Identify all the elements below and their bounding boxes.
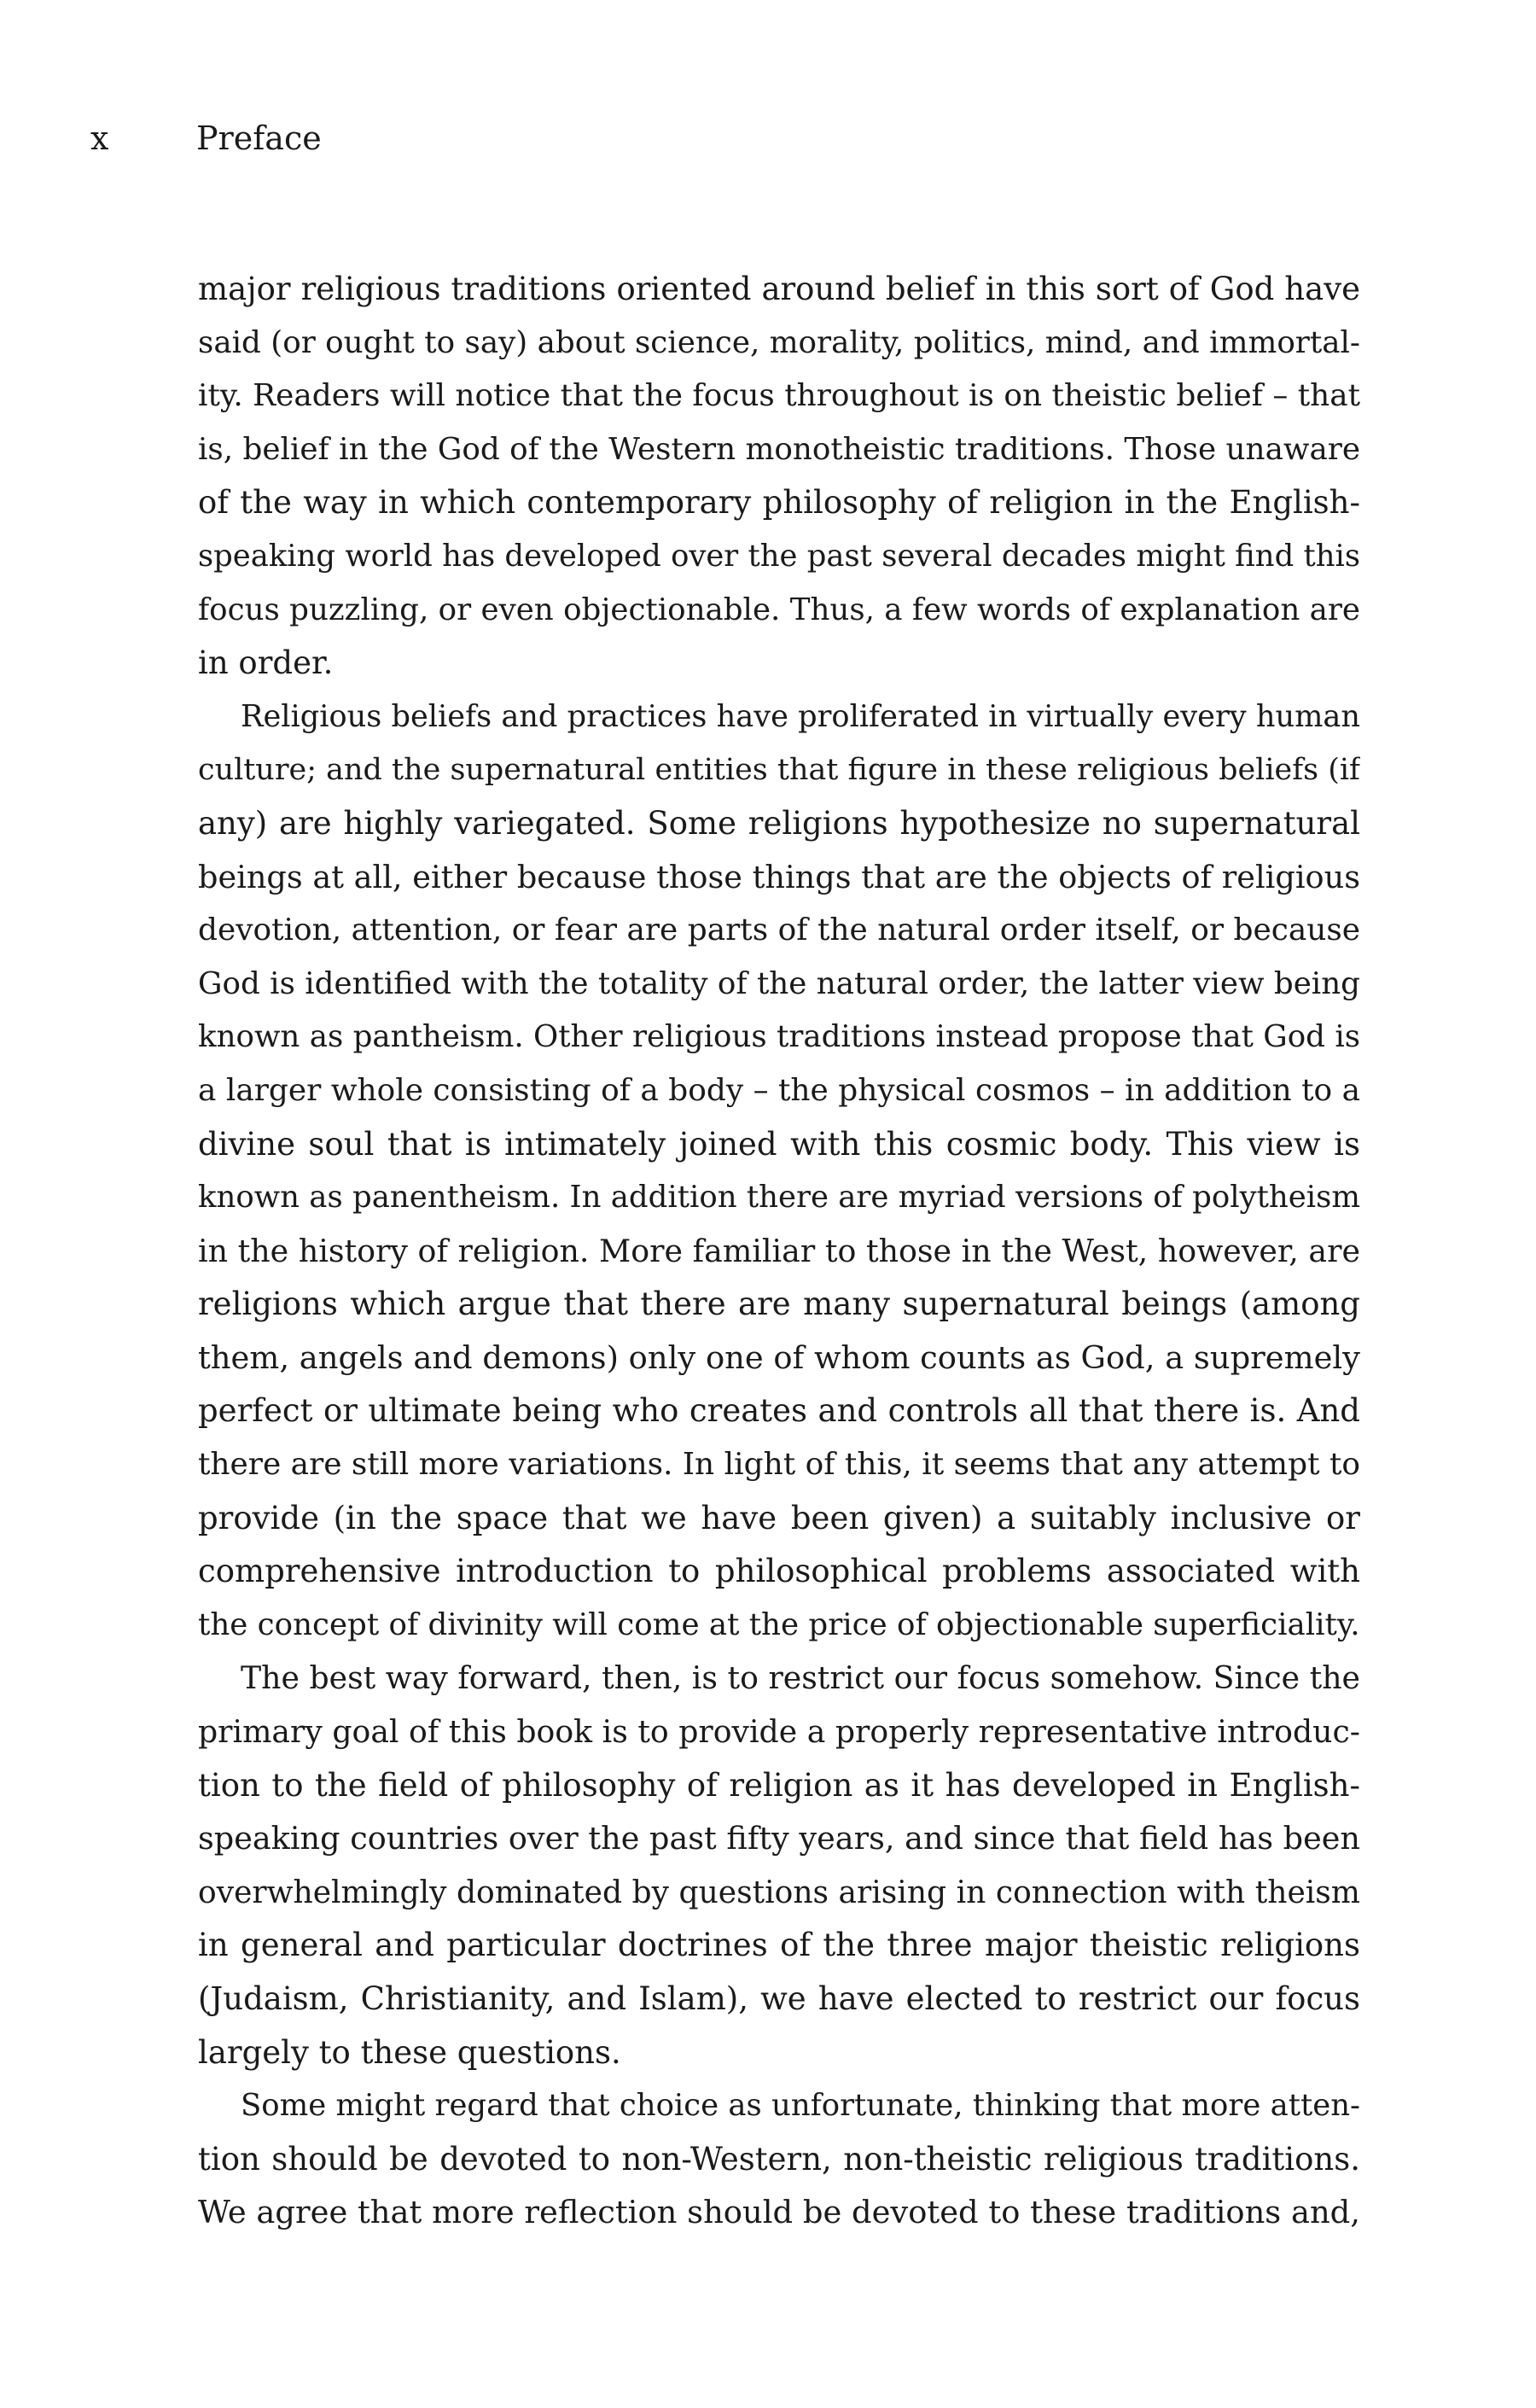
text-line: a larger whole consisting of a body – the physical cosmos – in addition to a bbox=[198, 1072, 1360, 1108]
text-line: tion to the field of philosophy of religion as it has developed in English- bbox=[198, 1766, 1360, 1804]
text-line: devotion, attention, or fear are parts of the natural order itself, or because bbox=[198, 912, 1360, 948]
text-line: tion should be devoted to non-Western, non-theistic religious traditions. bbox=[198, 2140, 1360, 2178]
text-line: overwhelmingly dominated by questions arising in connection with theism bbox=[198, 1874, 1360, 1910]
text-line: God is identified with the totality of the natural order, the latter view being bbox=[198, 965, 1360, 1001]
text-line: known as panentheism. In addition there are myriad versions of polytheism bbox=[198, 1180, 1360, 1216]
text-line: provide (in the space that we have been given) a suitably inclusive or bbox=[198, 1499, 1360, 1536]
paragraph bbox=[198, 263, 1360, 691]
text-line: Religious beliefs and practices have proliferated in virtually every human bbox=[241, 698, 1360, 734]
text-line: known as pantheism. Other religious traditions instead propose that God is bbox=[198, 1019, 1360, 1055]
text-line: speaking countries over the past fifty years, and since that field has been bbox=[198, 1820, 1360, 1857]
running-title: Preface bbox=[196, 120, 322, 157]
text-line: Some might regard that choice as unfortunate, thinking that more atten- bbox=[241, 2088, 1360, 2124]
text-line: them, angels and demons) only one of whom counts as God, a supremely bbox=[198, 1338, 1360, 1376]
text-line: said (or ought to say) about science, morality, politics, mind, and immortal- bbox=[198, 324, 1360, 360]
text-line: in the history of religion. More familiar to those in the West, however, are bbox=[198, 1232, 1360, 1269]
text-line: largely to these questions. bbox=[198, 2033, 621, 2071]
text-line: in general and particular doctrines of the three major theistic religions bbox=[198, 1927, 1360, 1964]
text-line: is, belief in the God of the Western monotheistic traditions. Those unaware bbox=[198, 431, 1360, 467]
text-line: focus puzzling, or even objectionable. Thus, a few words of explanation are bbox=[198, 592, 1360, 627]
text-line: there are still more variations. In light of this, it seems that any attempt to bbox=[198, 1447, 1360, 1483]
paragraph bbox=[198, 1652, 1360, 2079]
text-line: comprehensive introduction to philosophical problems associated with bbox=[198, 1553, 1360, 1590]
text-line: beings at all, either because those things that are the objects of religious bbox=[198, 858, 1360, 895]
text-line: (Judaism, Christianity, and Islam), we have elected to restrict our focus bbox=[198, 1980, 1360, 2017]
paragraph bbox=[198, 691, 1360, 1653]
text-line: of the way in which contemporary philosophy of religion in the English- bbox=[198, 484, 1360, 522]
text-line: primary goal of this book is to provide a properly representative introduc- bbox=[198, 1713, 1360, 1751]
page-number: x bbox=[90, 120, 109, 157]
text-line: divine soul that is intimately joined with this cosmic body. This view is bbox=[198, 1125, 1360, 1163]
text-line: religions which argue that there are many supernatural beings (among bbox=[198, 1286, 1360, 1323]
text-line: The best way forward, then, is to restrict our focus somehow. Since the bbox=[241, 1659, 1360, 1697]
text-line: perfect or ultimate being who creates and controls all that there is. And bbox=[198, 1392, 1360, 1430]
text-line: the concept of divinity will come at the price of objectionable superficiality. bbox=[198, 1606, 1360, 1642]
text-line: in order. bbox=[198, 644, 334, 682]
text-line: major religious traditions oriented around belief in this sort of God have bbox=[198, 271, 1360, 307]
text-line: any) are highly variegated. Some religions hypothesize no supernatural bbox=[198, 804, 1360, 842]
text-line: culture; and the supernatural entities that figure in these religious beliefs (if bbox=[198, 753, 1360, 788]
paragraph bbox=[198, 2079, 1360, 2240]
running-head bbox=[90, 118, 322, 159]
body-text bbox=[198, 263, 1360, 2240]
text-line: We agree that more reflection should be devoted to these traditions and, bbox=[198, 2194, 1360, 2231]
text-line: ity. Readers will notice that the focus throughout is on theistic belief – that bbox=[198, 378, 1360, 414]
text-line: speaking world has developed over the past several decades might find this bbox=[198, 538, 1360, 574]
